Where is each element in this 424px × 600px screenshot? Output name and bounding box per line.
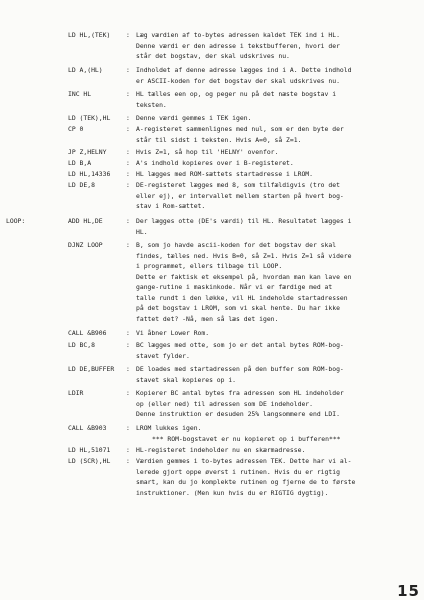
separator-colon: : bbox=[126, 125, 130, 133]
comment-line: Hvis Z=1, så hop til 'HELNY' ovenfor. bbox=[136, 148, 279, 156]
comment bbox=[152, 434, 424, 445]
comment bbox=[136, 340, 418, 361]
instruction: LD BC,8 bbox=[68, 341, 95, 349]
comment-line: A's indhold kopieres over i B-registeret. bbox=[136, 159, 294, 167]
instruction: LD HL,51071 bbox=[68, 446, 111, 454]
comment-line: i programmet, ellers tilbage til LOOP. bbox=[136, 262, 283, 270]
code-label: LOOP: bbox=[6, 217, 26, 225]
comment-line: er ASCII-koden for det bogstav der skal udskrives nu. bbox=[136, 76, 340, 85]
comment-line: HL. bbox=[136, 227, 148, 236]
comment-line: op (eller ned) til adressen som DE indeholder. bbox=[136, 399, 313, 408]
comment-line: lerede gjort oppe øverst i rutinen. Hvis du er rigtig bbox=[136, 467, 340, 476]
separator-colon: : bbox=[126, 114, 130, 122]
instruction: CP 0 bbox=[68, 125, 84, 133]
comment-line: DE loades med startadressen på den buffer som ROM-bog- bbox=[136, 365, 344, 373]
separator-colon: : bbox=[126, 329, 130, 337]
separator-colon: : bbox=[126, 66, 130, 74]
instruction: CALL &B906 bbox=[68, 329, 107, 337]
separator-colon: : bbox=[126, 341, 130, 349]
comment-line: står til sidst i teksten. Hvis A=0, så Z=1. bbox=[136, 135, 302, 144]
comment-line: Vi åbner Lower Rom. bbox=[136, 329, 210, 337]
comment bbox=[136, 216, 418, 237]
comment-line: HL lægges med ROM-sættets startadresse i LROM. bbox=[136, 170, 313, 178]
separator-colon: : bbox=[126, 389, 130, 397]
comment bbox=[136, 158, 418, 169]
instruction: LD (SCR),HL bbox=[68, 457, 111, 465]
comment bbox=[136, 30, 418, 62]
comment-line: DE-registeret lægges med 8, som tilfældigvis (tro det bbox=[136, 181, 340, 189]
separator-colon: : bbox=[126, 365, 130, 373]
comment-line: står det bogstav, der skal udskrives nu. bbox=[136, 52, 290, 60]
comment-line: Dette er faktisk et eksempel på, hvordan man kan lave en bbox=[136, 272, 352, 281]
comment bbox=[136, 89, 418, 110]
comment bbox=[136, 113, 418, 124]
comment-line: instruktioner. (Men kun hvis du er RIGTIG dygtig). bbox=[136, 488, 329, 497]
instruction: LDIR bbox=[68, 389, 84, 397]
comment-line: Værdien gemmes i to-bytes adressen TEK. Dette har vi al- bbox=[136, 457, 352, 465]
comment-line: stavet skal kopieres op i. bbox=[136, 375, 237, 384]
comment bbox=[136, 169, 418, 180]
comment-line: *** ROM-bogstavet er nu kopieret op i bufferen*** bbox=[152, 435, 341, 443]
comment-line: fattet det? -Nå, men så læs det igen. bbox=[136, 314, 279, 323]
separator-colon: : bbox=[126, 457, 130, 465]
comment-line: A-registeret sammenlignes med nul, som er den byte der bbox=[136, 125, 344, 133]
comment-line: HL tælles een op, og peger nu på det næste bogstav i bbox=[136, 90, 337, 98]
separator-colon: : bbox=[126, 170, 130, 178]
separator-colon: : bbox=[126, 446, 130, 454]
separator-colon: : bbox=[126, 90, 130, 98]
instruction: LD HL,(TEK) bbox=[68, 31, 111, 39]
instruction: INC HL bbox=[68, 90, 92, 98]
comment bbox=[136, 65, 418, 86]
instruction: LD DE,8 bbox=[68, 181, 95, 189]
comment-line: Denne instruktion er desuden 25% langsommere end LDI. bbox=[136, 410, 340, 418]
comment-line: Der lægges otte (DE's værdi) til HL. Resultatet lægges i bbox=[136, 217, 352, 225]
comment bbox=[136, 328, 418, 339]
instruction: JP Z,HELNY bbox=[68, 148, 107, 156]
comment-line: teksten. bbox=[136, 100, 167, 109]
comment bbox=[136, 456, 418, 498]
comment bbox=[136, 445, 418, 456]
page-number: 15 bbox=[397, 582, 420, 600]
separator-colon: : bbox=[126, 148, 130, 156]
comment bbox=[136, 364, 418, 385]
comment-line: gange-rutine i maskinkode. Når vi er færdige med at bbox=[136, 283, 333, 291]
comment-line: stavet fylder. bbox=[136, 351, 190, 360]
instruction: CALL &B903 bbox=[68, 424, 107, 432]
separator-colon: : bbox=[126, 424, 130, 432]
comment-line: smart, kan du jo komplekte rutinen og fjerne de to første bbox=[136, 478, 356, 486]
comment-line: på det bogstav i LROM, som vi skal hente. Du har ikke bbox=[136, 304, 340, 312]
comment bbox=[136, 423, 418, 434]
instruction: LD A,(HL) bbox=[68, 66, 103, 74]
instruction: LD HL,14336 bbox=[68, 170, 111, 178]
separator-colon: : bbox=[126, 217, 130, 225]
comment bbox=[136, 124, 418, 145]
comment-line: HL-registeret indeholder nu en skærmadresse. bbox=[136, 446, 306, 454]
comment bbox=[136, 240, 418, 324]
comment-line: Kopierer BC antal bytes fra adressen som HL indeholder bbox=[136, 389, 344, 397]
separator-colon: : bbox=[126, 181, 130, 189]
comment-line: LROM lukkes igen. bbox=[136, 424, 202, 432]
instruction: LD B,A bbox=[68, 159, 92, 167]
comment bbox=[136, 388, 418, 420]
instruction: LD DE,BUFFER bbox=[68, 365, 115, 373]
instruction: LD (TEK),HL bbox=[68, 114, 111, 122]
separator-colon: : bbox=[126, 31, 130, 39]
comment-line: Indholdet af denne adresse lægges ind i A. Dette indhold bbox=[136, 66, 352, 74]
instruction: DJNZ LOOP bbox=[68, 241, 103, 249]
comment-line: stav i Rom-sættet. bbox=[136, 202, 206, 210]
instruction: ADD HL,DE bbox=[68, 217, 103, 225]
comment-line: Denne værdi er den adresse i tekstbufferen, hvori der bbox=[136, 41, 340, 50]
separator-colon: : bbox=[126, 159, 130, 167]
comment-line: talle rundt i den løkke, vil HL indeholde startadressen bbox=[136, 293, 348, 302]
comment bbox=[136, 180, 418, 212]
comment-line: eller ej), er intervallet mellem starten på hvert bog- bbox=[136, 191, 344, 200]
comment-line: BC lægges med otte, som jo er det antal bytes ROM-bog- bbox=[136, 341, 344, 349]
comment-line: B, som jo havde ascii-koden for det bogstav der skal bbox=[136, 241, 337, 249]
comment bbox=[136, 147, 418, 158]
comment-line: Denne værdi gemmes i TEK igen. bbox=[136, 114, 252, 122]
comment-line: Læg værdien af to-bytes adressen kaldet TEK ind i HL. bbox=[136, 31, 340, 39]
separator-colon: : bbox=[126, 241, 130, 249]
comment-line: findes, tælles ned. Hvis B=0, så Z=1. Hvis Z=1 så videre bbox=[136, 251, 352, 260]
